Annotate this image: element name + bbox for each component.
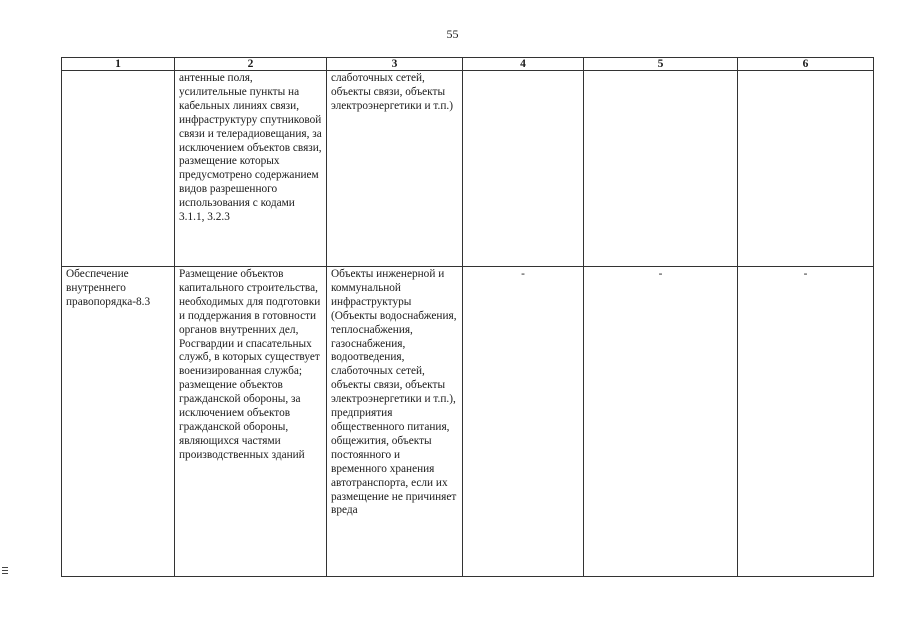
cell-use-type [62, 71, 175, 267]
cell-description: Размещение объектов капитального строительства, необходимых для подготовки и поддержания в готовности органов внутренних дел, Росгвардии и спасательных служб, в которых существует военизированная служба; размещение объектов гражданской обороны, за исключением объектов гражданской обороны, являющихся частями производственных зданий [175, 267, 327, 577]
header-col-1: 1 [62, 58, 175, 71]
cell-col-6: - [738, 267, 874, 577]
table-row [62, 71, 874, 267]
cell-objects: слаботочных сетей, объекты связи, объекты электроэнергетики и т.п.) [327, 71, 463, 267]
header-col-2: 2 [175, 58, 327, 71]
header-col-6: 6 [738, 58, 874, 71]
cell-col-4 [463, 71, 584, 267]
header-col-5: 5 [584, 58, 738, 71]
cell-col-5: - [584, 267, 738, 577]
header-row [62, 58, 874, 71]
table-row [62, 267, 874, 577]
cell-col-5 [584, 71, 738, 267]
header-col-4: 4 [463, 58, 584, 71]
land-use-table [61, 57, 874, 577]
cell-col-4: - [463, 267, 584, 577]
cell-col-6 [738, 71, 874, 267]
page-number: 55 [446, 27, 459, 41]
cell-description: антенные поля, усилительные пункты на кабельных линиях связи, инфраструктуру спутниковой связи и телерадиовещания, за исключением объектов связи, размещение которых предусмотрено содержанием видов разрешенного использования с кодами 3.1.1, 3.2.3 [175, 71, 327, 267]
scan-edge-mark [2, 567, 8, 577]
header-col-3: 3 [327, 58, 463, 71]
cell-objects: Объекты инженерной и коммунальной инфраструктуры (Объекты водоснабжения, теплоснабжения, газоснабжения, водоотведения, слаботочных сетей, объекты связи, объекты электроэнергетики и т.п.), предприятия общественного питания, общежития, объекты постоянного и временного хранения автотранспорта, если их размещение не причиняет вреда [327, 267, 463, 577]
cell-use-type: Обеспечение внутреннего правопорядка-8.3 [62, 267, 175, 577]
